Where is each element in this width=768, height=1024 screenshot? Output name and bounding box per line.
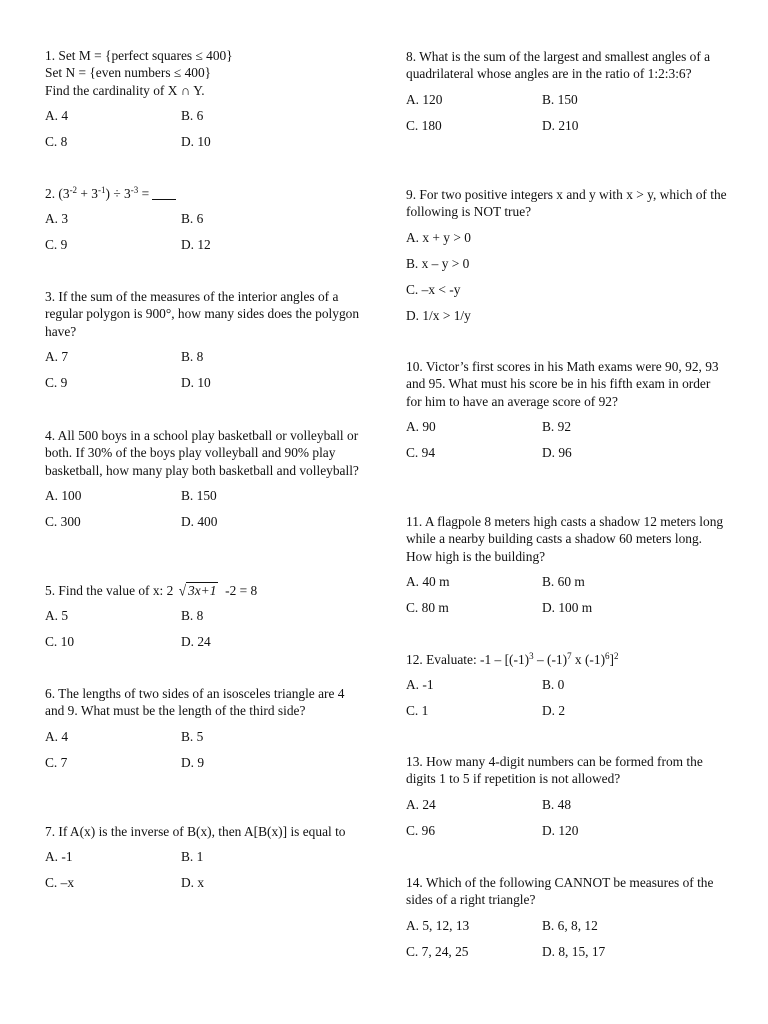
answer-options	[406, 917, 728, 960]
option-a[interactable]: A. 24	[406, 796, 436, 812]
answer-options	[45, 848, 363, 891]
option-d[interactable]: D. 1/x > 1/y	[406, 307, 471, 323]
question-8	[406, 48, 728, 134]
option-b[interactable]: B. 5	[181, 728, 204, 744]
option-b[interactable]: B. 48	[542, 796, 572, 812]
option-a[interactable]: A. 5	[45, 608, 69, 624]
option-c[interactable]: C. –x	[45, 875, 75, 891]
option-d[interactable]: D. 100 m	[542, 600, 593, 616]
option-b[interactable]: B. 92	[542, 419, 572, 435]
option-a[interactable]: A. 3	[45, 211, 69, 227]
question-stem: 8. What is the sum of the largest and smallest angles of a quadrilateral whose angles are in the ratio of 1:2:3:6?	[406, 49, 711, 82]
option-d[interactable]: D. 210	[542, 117, 579, 133]
question-stem: 10. Victor’s first scores in his Math exams were 90, 92, 93 and 95. What must his score be in his fifth exam in order for him to have an average score of 92?	[406, 359, 719, 409]
option-b[interactable]: B. 6	[181, 108, 204, 124]
option-a[interactable]: A. 4	[45, 108, 69, 124]
option-b[interactable]: B. 8	[181, 349, 204, 365]
option-a[interactable]: A. -1	[406, 677, 434, 693]
option-c[interactable]: C. 80 m	[406, 600, 449, 616]
answer-options	[45, 487, 363, 530]
option-b[interactable]: B. 1	[181, 849, 204, 865]
option-d[interactable]: D. 12	[181, 237, 211, 253]
question-7	[45, 823, 363, 892]
option-a[interactable]: A. 7	[45, 349, 69, 365]
question-stem: 11. A flagpole 8 meters high casts a shadow 12 meters long while a nearby building casts a shadow 60 meters long. How high is the building?	[406, 514, 724, 564]
answer-options	[406, 676, 728, 719]
option-a[interactable]: A. 100	[45, 488, 82, 504]
option-a[interactable]: A. 90	[406, 419, 436, 435]
question-1	[45, 47, 363, 151]
option-a[interactable]: A. 5, 12, 13	[406, 917, 470, 933]
option-a[interactable]: A. 120	[406, 91, 443, 107]
question-3	[45, 288, 363, 392]
option-c[interactable]: C. 8	[45, 134, 68, 150]
answer-options	[406, 796, 728, 839]
answer-options	[406, 573, 728, 616]
question-5	[45, 582, 363, 651]
option-c[interactable]: C. 1	[406, 703, 429, 719]
question-6	[45, 685, 363, 771]
option-b[interactable]: B. 8	[181, 608, 204, 624]
option-d[interactable]: D. 8, 15, 17	[542, 943, 606, 959]
option-d[interactable]: D. 120	[542, 822, 579, 838]
question-14	[406, 874, 728, 960]
option-b[interactable]: B. 0	[542, 677, 565, 693]
option-b[interactable]: B. 60 m	[542, 574, 585, 590]
question-stem: 14. Which of the following CANNOT be measures of the sides of a right triangle?	[406, 875, 714, 908]
question-stem: 12. Evaluate: $-1 - [(-1)^3 - (-1)^7$ x $(-1)^6]^2$	[406, 651, 619, 667]
option-b[interactable]: B. 150	[181, 488, 217, 504]
option-d[interactable]: D. 10	[181, 375, 211, 391]
option-d[interactable]: D. 10	[181, 134, 211, 150]
option-c[interactable]: C. 9	[45, 375, 68, 391]
option-c[interactable]: C. 300	[45, 514, 81, 530]
question-12	[406, 651, 728, 720]
answer-options	[406, 91, 728, 134]
option-c[interactable]: C. 7	[45, 754, 68, 770]
option-a[interactable]: A. x + y > 0	[406, 229, 471, 245]
option-a[interactable]: A. -1	[45, 849, 73, 865]
option-c[interactable]: C. 94	[406, 445, 436, 461]
option-c[interactable]: C. 10	[45, 634, 75, 650]
option-b[interactable]: B. 6	[181, 211, 204, 227]
question-stem: 5. Find the value of x: 2 √ 3x+1 -2 = 8	[45, 582, 258, 599]
answer-options	[45, 348, 363, 391]
option-c[interactable]: C. 9	[45, 237, 68, 253]
option-b[interactable]: B. x – y > 0	[406, 255, 470, 271]
option-d[interactable]: D. 2	[542, 703, 566, 719]
question-stem: 6. The lengths of two sides of an isosceles triangle are 4 and 9. What must be the length of the third side?	[45, 686, 345, 719]
option-b[interactable]: B. 150	[542, 91, 578, 107]
question-stem: 3. If the sum of the measures of the interior angles of a regular polygon is 900°, how many sides does the polygon have?	[45, 289, 360, 339]
option-b[interactable]: B. 6, 8, 12	[542, 917, 598, 933]
option-a[interactable]: A. 4	[45, 728, 69, 744]
option-c[interactable]: C. 180	[406, 117, 442, 133]
question-stem: 1. Set M = {perfect squares ≤ 400} Set N = {even numbers ≤ 400} Find the cardinality of X ∩ Y.	[45, 48, 233, 98]
question-stem: 13. How many 4-digit numbers can be formed from the digits 1 to 5 if repetition is not allowed?	[406, 754, 703, 787]
option-a[interactable]: A. 40 m	[406, 574, 450, 590]
answer-options	[45, 107, 363, 150]
square-root: √ 3x+1	[178, 582, 217, 599]
option-d[interactable]: D. 9	[181, 754, 205, 770]
answer-options	[45, 210, 363, 253]
question-13	[406, 753, 728, 839]
question-stem: 7. If A(x) is the inverse of B(x), then A[B(x)] is equal to	[45, 824, 346, 839]
option-d[interactable]: D. x	[181, 875, 205, 891]
option-c[interactable]: C. 7, 24, 25	[406, 943, 469, 959]
question-11	[406, 513, 728, 617]
option-d[interactable]: D. 96	[542, 445, 572, 461]
question-stem: 9. For two positive integers x and y with x > y, which of the following is NOT true?	[406, 187, 727, 220]
question-9	[406, 186, 728, 324]
question-10	[406, 358, 728, 462]
answer-blank	[152, 187, 176, 200]
question-stem: 2. $(3^{-2} + 3^{-1}) \div 3^{-3}$ =	[45, 185, 363, 202]
question-4	[45, 427, 363, 531]
answer-options	[45, 728, 363, 771]
answer-options	[45, 607, 363, 650]
answer-options	[406, 418, 728, 461]
option-d[interactable]: D. 400	[181, 514, 218, 530]
option-d[interactable]: D. 24	[181, 634, 211, 650]
question-2	[45, 185, 363, 254]
option-c[interactable]: C. 96	[406, 822, 436, 838]
answer-options	[406, 229, 728, 324]
question-stem: 4. All 500 boys in a school play basketball or volleyball or both. If 30% of the boys play volleyball and 90% play basketball, how many play both basketball and volleyball?	[45, 428, 359, 478]
option-c[interactable]: C. –x < -y	[406, 281, 461, 297]
